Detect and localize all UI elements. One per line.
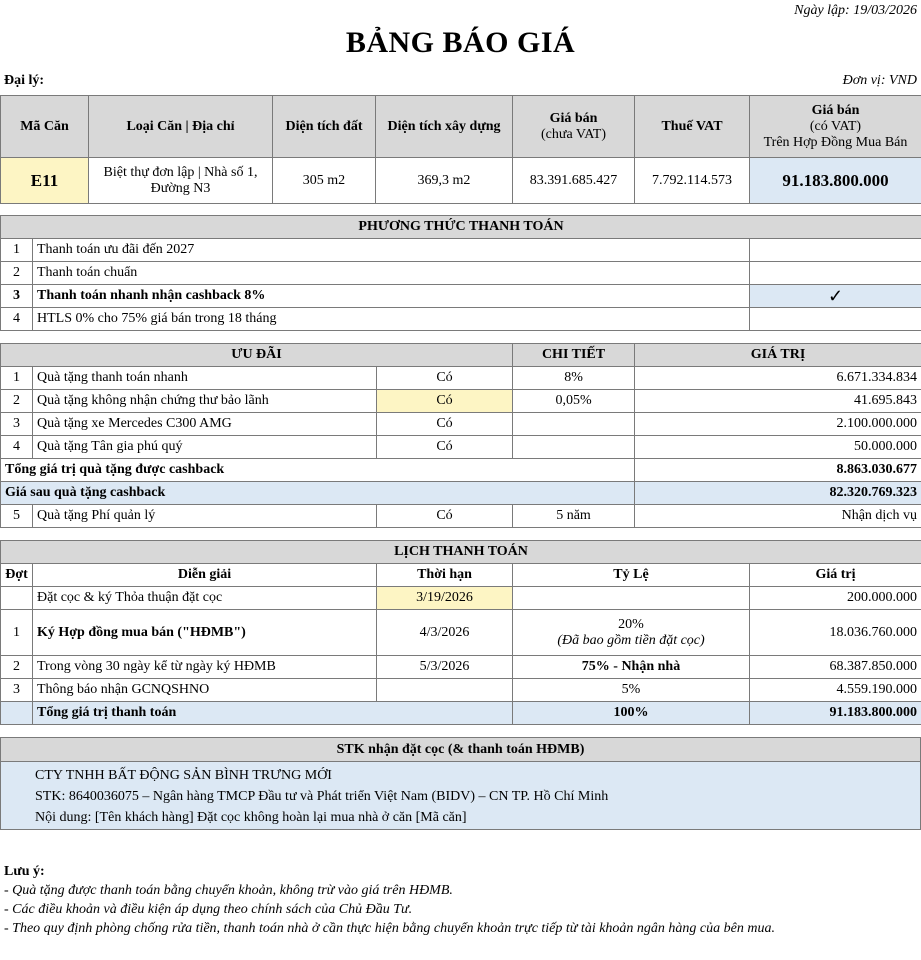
payment-method-label: Thanh toán ưu đãi đến 2027 [33, 239, 750, 262]
payment-method-mark[interactable] [750, 262, 921, 285]
schedule-total-spacer [1, 702, 33, 725]
date-label: Ngày lập: 19/03/2026 [794, 3, 917, 18]
checkmark-icon[interactable]: ✓ [750, 285, 921, 308]
col-type: Loại Căn | Địa chỉ [89, 96, 273, 158]
schedule-value: 200.000.000 [750, 587, 921, 610]
bank-company: CTY TNHH BẤT ĐỘNG SẢN BÌNH TRƯNG MỚI [35, 768, 332, 783]
col-price-novat-line1: Giá bán [549, 110, 598, 126]
offers-after-value: 82.320.769.323 [635, 482, 921, 505]
offer-no: 5 [1, 505, 33, 528]
offers-detail-header: CHI TIẾT [513, 344, 635, 367]
offer-row [1, 436, 921, 459]
col-build-area: Diện tích xây dựng [376, 96, 513, 158]
offer-row [1, 367, 921, 390]
schedule-col-due: Thời hạn [377, 564, 513, 587]
offers-total-label: Tổng giá trị quà tặng được cashback [1, 459, 635, 482]
offer-no: 4 [1, 436, 33, 459]
offer-row [1, 413, 921, 436]
schedule-rate-value: 20% [618, 616, 644, 632]
schedule-table [0, 540, 921, 725]
offer-row [1, 505, 921, 528]
schedule-rate [513, 610, 750, 656]
offer-value: 41.695.843 [635, 390, 921, 413]
offer-value: 2.100.000.000 [635, 413, 921, 436]
schedule-rate-note: (Đã bao gồm tiền đặt cọc) [557, 632, 705, 648]
offer-status: Có [377, 413, 513, 436]
schedule-due: 5/3/2026 [377, 656, 513, 679]
offer-value: 50.000.000 [635, 436, 921, 459]
offer-value: 6.671.334.834 [635, 367, 921, 390]
offer-label: Quà tặng thanh toán nhanh [33, 367, 377, 390]
payment-method-no: 4 [1, 308, 33, 331]
schedule-no: 2 [1, 656, 33, 679]
unit-type: Biệt thự đơn lập | Nhà số 1, Đường N3 [89, 158, 273, 204]
note-line: - Quà tặng được thanh toán bằng chuyển khoản, không trừ vào giá trên HĐMB. [4, 883, 453, 898]
col-land-area: Diện tích đất [273, 96, 376, 158]
offer-status: Có [377, 436, 513, 459]
unit-code: E11 [1, 158, 89, 204]
offers-table [0, 343, 921, 528]
payment-methods-table [0, 215, 921, 331]
schedule-total-rate: 100% [513, 702, 750, 725]
schedule-desc: Ký Hợp đồng mua bán ("HĐMB") [33, 610, 377, 656]
offers-value-header: GIÁ TRỊ [635, 344, 921, 367]
offers-after-label: Giá sau quà tặng cashback [1, 482, 635, 505]
unit-row [1, 158, 921, 204]
col-price-vat-line3: Trên Hợp Đồng Mua Bán [763, 134, 908, 150]
col-code: Mã Căn [1, 96, 89, 158]
schedule-rate: 75% - Nhận nhà [513, 656, 750, 679]
notes [4, 862, 775, 938]
offer-status: Có [377, 367, 513, 390]
schedule-row [1, 679, 921, 702]
offers-after-row [1, 482, 921, 505]
bank-account: STK: 8640036075 – Ngân hàng TMCP Đầu tư và Phát triển Việt Nam (BIDV) – CN TP. Hồ Chí Minh [35, 789, 609, 804]
unit-land-area: 305 m2 [273, 158, 376, 204]
schedule-row [1, 610, 921, 656]
payment-method-mark[interactable] [750, 308, 921, 331]
offer-row [1, 390, 921, 413]
schedule-header: LỊCH THANH TOÁN [1, 541, 921, 564]
schedule-rate: 5% [513, 679, 750, 702]
offer-label: Quà tặng Tân gia phú quý [33, 436, 377, 459]
offer-no: 1 [1, 367, 33, 390]
unit-price-novat: 83.391.685.427 [513, 158, 635, 204]
schedule-no: 1 [1, 610, 33, 656]
payment-method-row[interactable] [1, 262, 921, 285]
schedule-value: 4.559.190.000 [750, 679, 921, 702]
schedule-value: 18.036.760.000 [750, 610, 921, 656]
schedule-value: 68.387.850.000 [750, 656, 921, 679]
schedule-total-row [1, 702, 921, 725]
offer-status[interactable]: Có [377, 390, 513, 413]
offers-total-row [1, 459, 921, 482]
payment-methods-header: PHƯƠNG THỨC THANH TOÁN [1, 216, 921, 239]
payment-method-label: Thanh toán nhanh nhận cashback 8% [33, 285, 750, 308]
unit-table [0, 95, 921, 204]
schedule-col-rate: Tỷ Lệ [513, 564, 750, 587]
offers-total-value: 8.863.030.677 [635, 459, 921, 482]
schedule-total-value: 91.183.800.000 [750, 702, 921, 725]
payment-method-no: 1 [1, 239, 33, 262]
offer-no: 2 [1, 390, 33, 413]
offer-no: 3 [1, 413, 33, 436]
schedule-row [1, 587, 921, 610]
schedule-row [1, 656, 921, 679]
schedule-no: 3 [1, 679, 33, 702]
offer-label: Quà tặng Phí quản lý [33, 505, 377, 528]
notes-title: Lưu ý: [4, 864, 45, 879]
bank-content: Nội dung: [Tên khách hàng] Đặt cọc không hoàn lại mua nhà ở căn [Mã căn] [35, 810, 467, 825]
schedule-desc: Thông báo nhận GCNQSHNO [33, 679, 377, 702]
col-price-novat [513, 96, 635, 158]
schedule-due: 4/3/2026 [377, 610, 513, 656]
col-vat: Thuế VAT [635, 96, 750, 158]
bank-table [0, 737, 921, 830]
bank-info [1, 762, 921, 830]
schedule-desc: Đặt cọc & ký Thỏa thuận đặt cọc [33, 587, 377, 610]
schedule-total-label: Tổng giá trị thanh toán [33, 702, 513, 725]
offer-detail: 0,05% [513, 390, 635, 413]
schedule-due [377, 679, 513, 702]
note-line: - Theo quy định phòng chống rửa tiền, thanh toán nhà ở cần thực hiện bằng chuyển khoản trực tiếp từ tài khoản ngân hàng của bên mua. [4, 921, 775, 936]
offer-label: Quà tặng xe Mercedes C300 AMG [33, 413, 377, 436]
offers-header: ƯU ĐÃI [1, 344, 513, 367]
unit-label: Đơn vị: VND [842, 73, 917, 88]
payment-method-no: 3 [1, 285, 33, 308]
unit-build-area: 369,3 m2 [376, 158, 513, 204]
bank-header: STK nhận đặt cọc (& thanh toán HĐMB) [1, 738, 921, 762]
payment-method-row[interactable] [1, 239, 921, 262]
col-price-vat-line2: (có VAT) [809, 118, 862, 134]
schedule-rate [513, 587, 750, 610]
unit-vat: 7.792.114.573 [635, 158, 750, 204]
payment-method-row[interactable] [1, 308, 921, 331]
note-line: - Các điều khoản và điều kiện áp dụng theo chính sách của Chủ Đầu Tư. [4, 902, 413, 917]
offer-detail: 5 năm [513, 505, 635, 528]
schedule-no [1, 587, 33, 610]
payment-method-row-selected[interactable] [1, 285, 921, 308]
schedule-due-input[interactable]: 3/19/2026 [377, 587, 513, 610]
offer-value: Nhận dịch vụ [635, 505, 921, 528]
offer-detail [513, 436, 635, 459]
payment-method-no: 2 [1, 262, 33, 285]
unit-price-vat: 91.183.800.000 [750, 158, 921, 204]
schedule-col-value: Giá trị [750, 564, 921, 587]
offer-label: Quà tặng không nhận chứng thư bảo lãnh [33, 390, 377, 413]
page-title: BẢNG BÁO GIÁ [345, 26, 576, 59]
offer-detail [513, 413, 635, 436]
agent-label: Đại lý: [4, 73, 45, 88]
offer-status: Có [377, 505, 513, 528]
schedule-col-no: Đợt [1, 564, 33, 587]
payment-method-label: Thanh toán chuẩn [33, 262, 750, 285]
payment-method-label: HTLS 0% cho 75% giá bán trong 18 tháng [33, 308, 750, 331]
col-price-vat [750, 96, 921, 158]
col-price-novat-line2: (chưa VAT) [540, 126, 606, 142]
payment-method-mark[interactable] [750, 239, 921, 262]
schedule-desc: Trong vòng 30 ngày kể từ ngày ký HĐMB [33, 656, 377, 679]
col-price-vat-line1: Giá bán [811, 102, 860, 118]
schedule-col-desc: Diễn giải [33, 564, 377, 587]
offer-detail: 8% [513, 367, 635, 390]
